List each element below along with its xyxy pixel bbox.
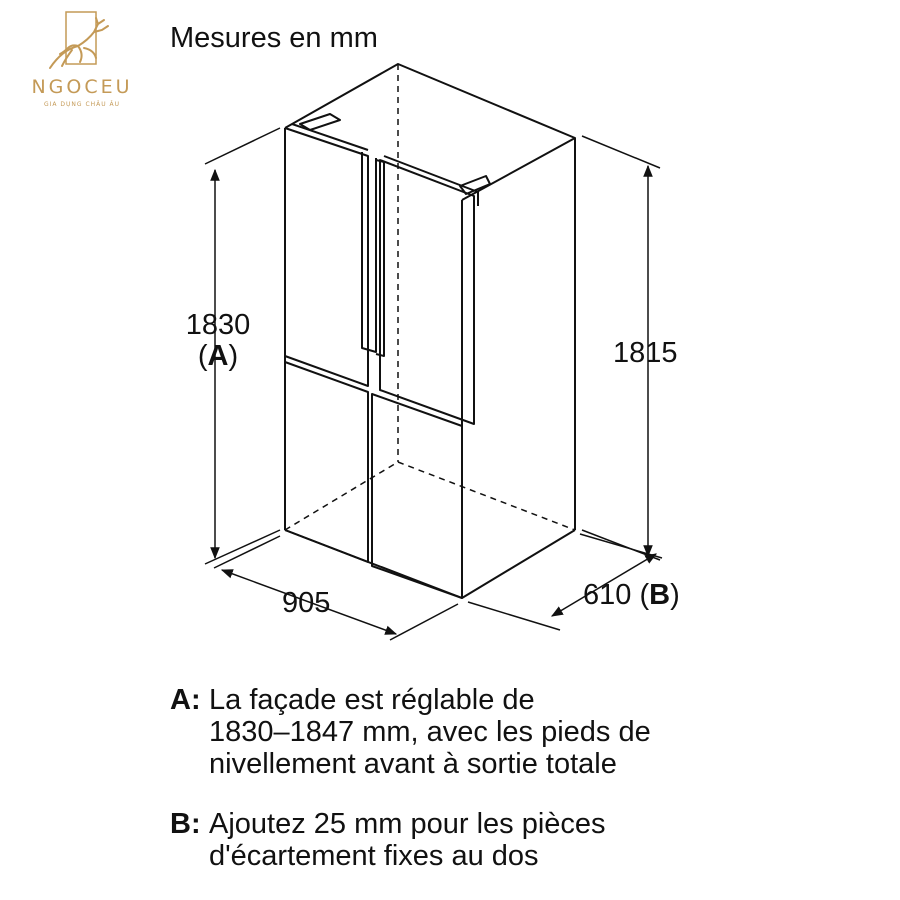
paren-open: (	[639, 579, 650, 611]
note-a-line: La façade est réglable de	[209, 684, 535, 716]
height-front-label	[183, 310, 253, 372]
height-front-value: 1830	[185, 309, 251, 341]
height-back-label: 1815	[613, 337, 678, 369]
note-b-line: Ajoutez 25 mm pour les pièces	[209, 808, 606, 840]
paren-close: )	[228, 340, 239, 372]
paren-open: (	[197, 340, 208, 372]
ext-line-left-bottom	[205, 530, 280, 564]
page-title: Mesures en mm	[170, 22, 378, 54]
note-b	[170, 808, 730, 878]
ext-line-depth-front	[468, 602, 560, 630]
note-a-line: 1830–1847 mm, avec les pieds de	[209, 716, 651, 748]
ext-line-width-right	[390, 604, 458, 640]
ref-letter-a: A	[207, 340, 229, 372]
note-b-line: d'écartement fixes au dos	[209, 840, 539, 872]
lower-left-door	[285, 362, 368, 562]
upper-left-door-top	[292, 124, 368, 150]
ext-line-width-left	[214, 536, 280, 568]
note-b-key: B:	[170, 808, 201, 840]
height-front-ref	[183, 341, 253, 372]
note-a-key: A:	[170, 684, 201, 716]
ext-line-right-top	[582, 136, 660, 168]
brand-name: NGOCEU	[31, 76, 133, 98]
lower-right-door	[372, 394, 462, 598]
note-a-text	[209, 684, 729, 780]
top-hinge-right	[460, 176, 490, 194]
width-label: 905	[282, 587, 331, 619]
ext-line-depth-back	[580, 534, 662, 558]
ref-letter-b: B	[649, 579, 671, 611]
note-a-line: nivellement avant à sortie totale	[209, 748, 617, 780]
upper-right-door	[380, 160, 474, 424]
fridge-side-bottom-edge	[462, 530, 575, 598]
note-b-text	[209, 808, 729, 872]
note-a	[170, 684, 730, 784]
ext-line-left-top	[205, 128, 280, 164]
hidden-bottom-left	[285, 462, 398, 530]
depth-value: 610	[583, 579, 632, 611]
brand-tagline: GIA DỤNG CHÂU ÂU	[43, 101, 121, 108]
depth-label	[583, 580, 680, 611]
upper-left-door	[285, 128, 368, 386]
hidden-bottom-back	[398, 462, 575, 530]
paren-close: )	[670, 579, 680, 611]
